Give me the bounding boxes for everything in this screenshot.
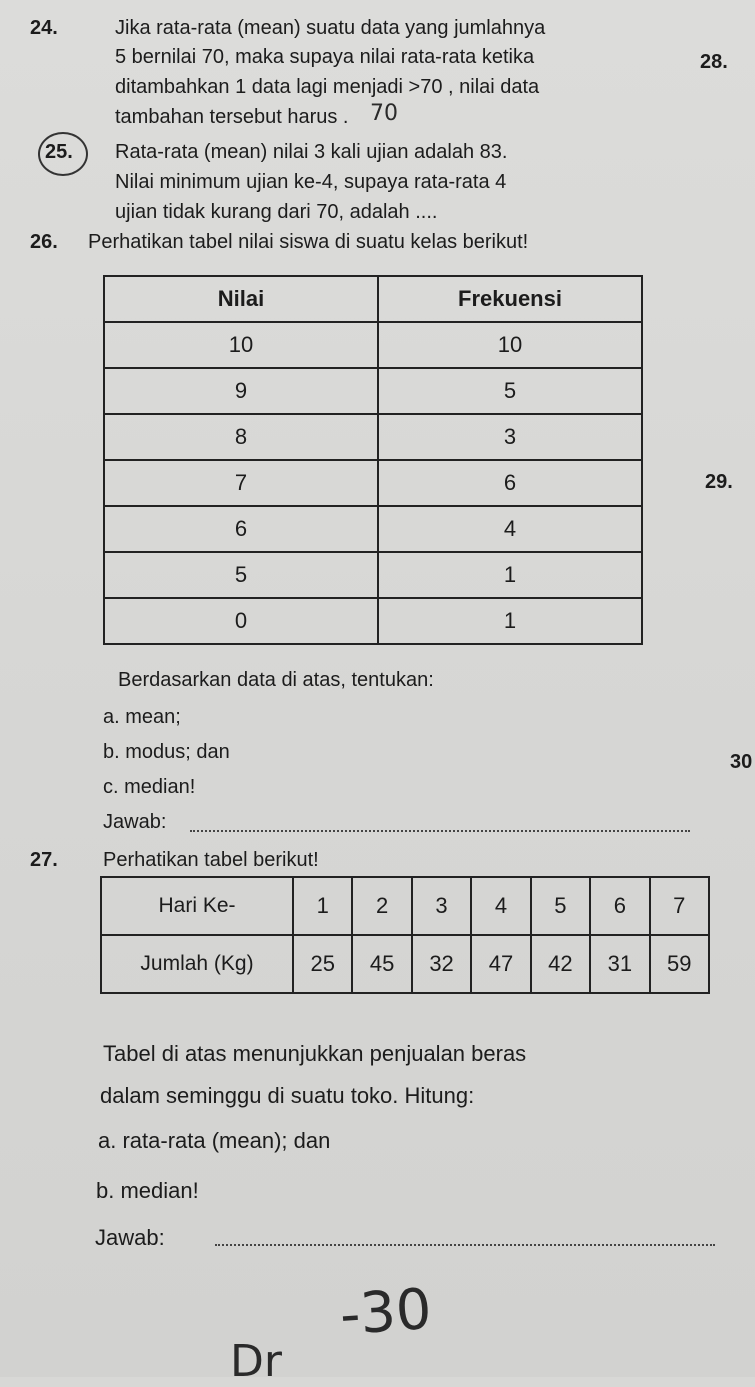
cell-frekuensi: 6 (378, 460, 642, 506)
table-row (104, 368, 642, 414)
cell: 7 (650, 877, 709, 935)
cell: 4 (471, 877, 530, 935)
q26-item-c: c. median! (103, 776, 196, 798)
cell: 31 (590, 935, 649, 993)
table-row (104, 552, 642, 598)
cell-frekuensi: 1 (378, 552, 642, 598)
cell-nilai: 9 (104, 368, 378, 414)
q27-desc-line-2: dalam seminggu di suatu toko. Hitung: (100, 1083, 475, 1108)
cell-nilai: 5 (104, 552, 378, 598)
q27-sales-table (100, 876, 710, 994)
q26-value-frequency-table (103, 275, 643, 645)
handwritten-number: -30 (337, 1276, 434, 1349)
q26-item-a: a. mean; (103, 706, 181, 728)
q24-handwritten-answer: 70 (370, 101, 398, 126)
handwritten-letters: Dr (230, 1336, 282, 1387)
q25-line-3: ujian tidak kurang dari 70, adalah .... (115, 201, 438, 223)
table-row (101, 877, 709, 935)
q27-desc-line-1: Tabel di atas menunjukkan penjualan beras (103, 1041, 527, 1066)
q27-item-a: a. rata-rata (mean); dan (98, 1128, 331, 1153)
cell-frekuensi: 1 (378, 598, 642, 644)
cell-frekuensi: 5 (378, 368, 642, 414)
q25-line-1: Rata-rata (mean) nilai 3 kali ujian adalah 83. (115, 141, 508, 163)
q26-answer-label: Jawab: (103, 811, 167, 833)
header-frekuensi: Frekuensi (378, 276, 642, 322)
q26-prompt: Berdasarkan data di atas, tentukan: (118, 669, 434, 691)
table-row (101, 935, 709, 993)
q26-number: 26. (30, 231, 58, 253)
cell: 47 (471, 935, 530, 993)
cell: 25 (293, 935, 352, 993)
table-row (104, 322, 642, 368)
side-number-29: 29. (705, 471, 733, 493)
cell-nilai: 6 (104, 506, 378, 552)
cell: 32 (412, 935, 471, 993)
cell: 59 (650, 935, 709, 993)
q24-line-3: ditambahkan 1 data lagi menjadi >70 , nilai data (115, 76, 540, 98)
q24-line-4: tambahan tersebut harus . (115, 106, 349, 128)
cell: 1 (293, 877, 352, 935)
q25-number: 25. (45, 141, 73, 163)
q26-item-b: b. modus; dan (103, 741, 230, 763)
q27-item-b: b. median! (96, 1178, 199, 1203)
table-row (104, 506, 642, 552)
cell-label: Jumlah (Kg) (101, 935, 293, 993)
table-header-row (104, 276, 642, 322)
q27-answer-label: Jawab: (95, 1225, 165, 1250)
q24-line-1: Jika rata-rata (mean) suatu data yang jumlahnya (115, 17, 546, 39)
q26-answer-line (190, 830, 690, 832)
cell-frekuensi: 4 (378, 506, 642, 552)
q27-answer-line (215, 1244, 715, 1246)
cell-frekuensi: 10 (378, 322, 642, 368)
cell-nilai: 8 (104, 414, 378, 460)
cell: 45 (352, 935, 411, 993)
q27-intro: Perhatikan tabel berikut! (103, 849, 319, 871)
cell: 5 (531, 877, 590, 935)
cell: 2 (352, 877, 411, 935)
table-row (104, 460, 642, 506)
cell-nilai: 10 (104, 322, 378, 368)
cell-frekuensi: 3 (378, 414, 642, 460)
cell: 6 (590, 877, 649, 935)
header-nilai: Nilai (104, 276, 378, 322)
side-number-28: 28. (700, 51, 728, 73)
table-row (104, 414, 642, 460)
cell: 42 (531, 935, 590, 993)
table-row (104, 598, 642, 644)
q24-number: 24. (30, 17, 58, 39)
cell-nilai: 7 (104, 460, 378, 506)
cell-label: Hari Ke- (101, 877, 293, 935)
cell-nilai: 0 (104, 598, 378, 644)
q27-number: 27. (30, 849, 58, 871)
q25-line-2: Nilai minimum ujian ke-4, supaya rata-rata 4 (115, 171, 507, 193)
q26-intro: Perhatikan tabel nilai siswa di suatu kelas berikut! (88, 231, 529, 253)
q24-line-2: 5 bernilai 70, maka supaya nilai rata-rata ketika (115, 46, 535, 68)
cell: 3 (412, 877, 471, 935)
side-number-30: 30 (730, 751, 753, 773)
